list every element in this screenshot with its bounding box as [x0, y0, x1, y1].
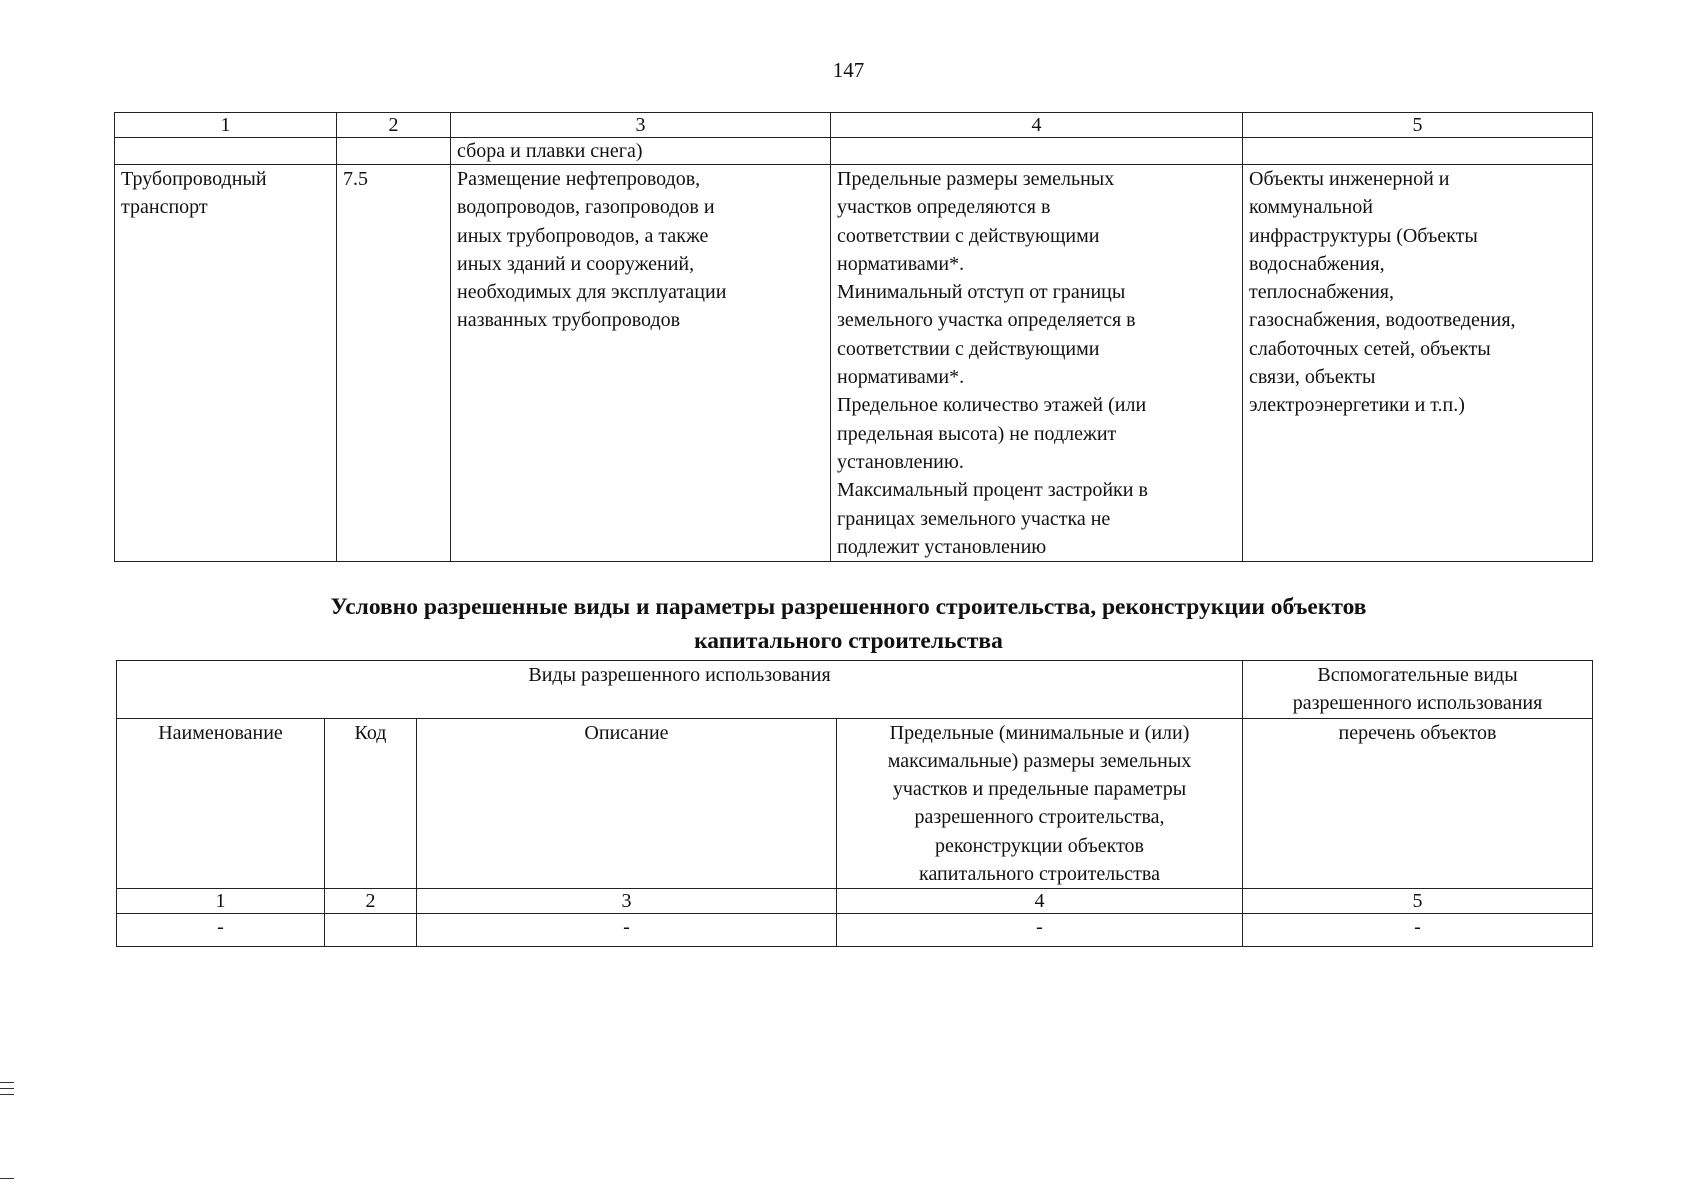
column-number-5: 5 — [1243, 113, 1593, 138]
use-name-line: Трубопроводный — [121, 168, 267, 190]
section-title-line: капитального строительства — [694, 628, 1003, 654]
col-header-object-list: перечень объектов — [1243, 718, 1593, 889]
parameters-line: земельного участка определяется в — [837, 309, 1136, 332]
use-name-cell — [115, 165, 337, 562]
description-line: названных трубопроводов — [457, 309, 681, 332]
table-row — [117, 914, 1593, 947]
column-number-4: 4 — [837, 889, 1243, 914]
column-number-5: 5 — [1243, 889, 1593, 914]
parameters-line: Максимальный процент застройки в — [837, 479, 1148, 502]
auxiliary-line: Объекты инженерной и — [1249, 168, 1450, 190]
auxiliary-line: связи, объекты — [1249, 366, 1376, 389]
parameters-line: Предельные размеры земельных — [837, 168, 1115, 190]
use-name-line: транспорт — [121, 196, 208, 219]
use-code-cell: 7.5 — [337, 165, 451, 562]
column-number-2: 2 — [325, 889, 417, 914]
auxiliary-line: коммунальной — [1249, 196, 1373, 219]
permitted-uses-table-continued — [114, 112, 1593, 562]
description-line: водопроводов, газопроводов и — [457, 196, 715, 219]
empty-cell: - — [117, 914, 325, 947]
parameters-header-line: реконструкции объектов — [935, 834, 1144, 857]
empty-cell: - — [417, 914, 837, 947]
table-row-pipeline-transport — [115, 165, 1593, 562]
parameters-header-line: разрешенного строительства, — [914, 806, 1165, 829]
parameters-line: нормативами*. — [837, 252, 965, 275]
column-number-row — [117, 889, 1593, 914]
cont-cell-1 — [115, 138, 337, 165]
auxiliary-line: слаботочных сетей, объекты — [1249, 337, 1491, 360]
cont-cell-4 — [831, 138, 1243, 165]
continuation-row — [115, 138, 1593, 165]
empty-cell — [325, 914, 417, 947]
use-description-cell — [451, 165, 831, 562]
section-title — [0, 590, 1697, 658]
use-parameters-cell — [831, 165, 1243, 562]
auxiliary-uses-cell — [1243, 165, 1593, 562]
auxiliary-line: электроэнергетики и т.п.) — [1249, 394, 1465, 417]
header-row-columns — [117, 718, 1593, 889]
scan-edge-mark — [0, 1178, 14, 1179]
column-number-2: 2 — [337, 113, 451, 138]
parameters-header-line: максимальные) размеры земельных — [887, 749, 1192, 772]
parameters-line: границах земельного участка не — [837, 507, 1111, 530]
col-header-code: Код — [325, 718, 417, 889]
auxiliary-line: инфраструктуры (Объекты — [1249, 224, 1478, 247]
auxiliary-line: водоснабжения, — [1249, 252, 1385, 275]
column-number-1: 1 — [117, 889, 325, 914]
description-line: Размещение нефтепроводов, — [457, 168, 701, 190]
parameters-line: Минимальный отступ от границы — [837, 281, 1126, 304]
col-header-parameters — [837, 718, 1243, 889]
parameters-header-line: участков и предельные параметры — [892, 778, 1187, 801]
auxiliary-line: газоснабжения, водоотведения, — [1249, 309, 1516, 332]
page-number: 147 — [832, 58, 865, 82]
column-number-3: 3 — [451, 113, 831, 138]
section-title-line: Условно разрешенные виды и параметры разрешенного строительства, реконструкции объектов — [330, 594, 1367, 620]
auxiliary-header-line: разрешенного использования — [1292, 692, 1543, 715]
col-header-name: Наименование — [117, 718, 325, 889]
parameters-line: участков определяются в — [837, 196, 1051, 219]
header-row-groups — [117, 661, 1593, 719]
empty-cell: - — [837, 914, 1243, 947]
description-line: иных трубопроводов, а также — [457, 224, 709, 247]
cont-cell-3: сбора и плавки снега) — [451, 138, 831, 165]
scan-edge-mark — [0, 1094, 14, 1095]
column-number-1: 1 — [115, 113, 337, 138]
parameters-header-line: Предельные (минимальные и (или) — [889, 721, 1190, 744]
parameters-line: Предельное количество этажей (или — [837, 394, 1147, 417]
parameters-line: нормативами*. — [837, 366, 965, 389]
parameters-line: соответствии с действующими — [837, 337, 1100, 360]
parameters-header-line: капитального строительства — [919, 863, 1160, 886]
cont-cell-2 — [337, 138, 451, 165]
column-number-row — [115, 113, 1593, 138]
description-line: необходимых для эксплуатации — [457, 281, 727, 304]
auxiliary-header-line: Вспомогательные виды — [1317, 664, 1518, 686]
auxiliary-line: теплоснабжения, — [1249, 281, 1394, 304]
auxiliary-uses-header — [1243, 661, 1593, 719]
cont-cell-5 — [1243, 138, 1593, 165]
empty-cell: - — [1243, 914, 1593, 947]
parameters-line: подлежит установлению — [837, 535, 1047, 558]
scan-edge-mark — [0, 1088, 14, 1089]
permitted-uses-group-header: Виды разрешенного использования — [117, 661, 1243, 719]
description-line: иных зданий и сооружений, — [457, 252, 695, 275]
col-header-description: Описание — [417, 718, 837, 889]
conditional-uses-table — [116, 660, 1593, 947]
parameters-line: соответствии с действующими — [837, 224, 1100, 247]
parameters-line: установлению. — [837, 450, 964, 473]
column-number-4: 4 — [831, 113, 1243, 138]
parameters-line: предельная высота) не подлежит — [837, 422, 1117, 445]
column-number-3: 3 — [417, 889, 837, 914]
scan-edge-mark — [0, 1082, 14, 1083]
